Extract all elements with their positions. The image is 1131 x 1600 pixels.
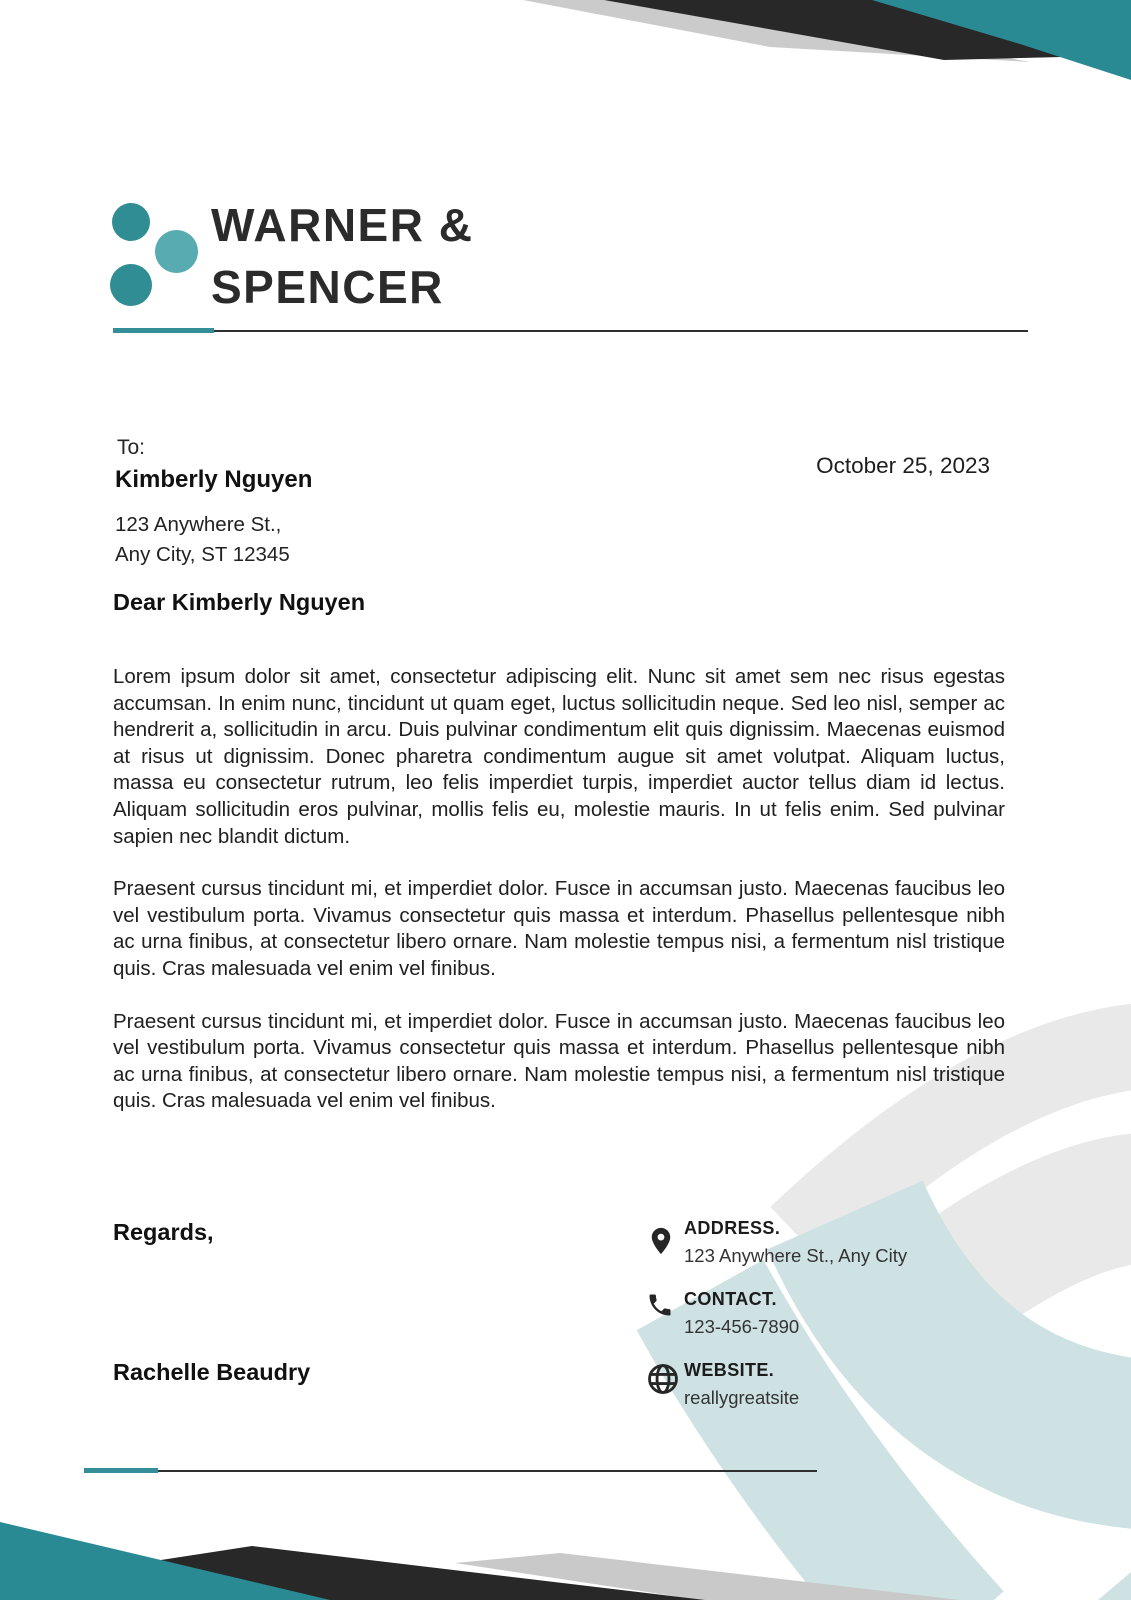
contact-value: 123-456-7890 (684, 1316, 800, 1337)
paragraph-1: Lorem ipsum dolor sit amet, consectetur adipiscing elit. Nunc sit amet sem nec risus egestas accumsan. In enim nunc, tincidunt ut quam eget, luctus sollicitudin neque. Sed leo nisl, semper ac hendrerit a, sollicitudin in arcu. Duis pulvinar condimentum elit quis dignissim. Maecenas euismod at risus ut dignissim. Donec pharetra condimentum augue sit amet volutpat. Aliquam luctus, massa eu consectetur rutrum, leo felis imperdiet turpis, imperdiet auctor tellus diam id lectus. Aliquam sollicitudin eros pulvinar, mollis felis eu, molestie mauris. In ut felis enim. Sed pulvinar sapien nec blandit dictum. (113, 665, 1005, 848)
greeting: Dear Kimberly Nguyen (113, 589, 366, 615)
address-value: 123 Anywhere St., Any City (684, 1245, 908, 1266)
footer-rule-accent (84, 1468, 158, 1473)
recipient-name: Kimberly Nguyen (115, 466, 313, 493)
contact-row-phone (646, 1289, 799, 1338)
letter-date: October 25, 2023 (816, 453, 990, 478)
contact-row-website (646, 1360, 799, 1409)
address-label: ADDRESS. (684, 1218, 781, 1238)
paragraph-2: Praesent cursus tincidunt mi, et imperdiet dolor. Fusce in accumsan justo. Maecenas faucibus leo vel vestibulum porta. Vivamus consectetur quis massa et interdum. Phasellus pellentesque nibh ac urna finibus, at consectetur libero ornare. Nam molestie tempus nisi, a fermentum nisl tristique quis. Cras malesuada vel enim vel finibus. (113, 877, 1005, 980)
company-name-line2: SPENCER (211, 261, 444, 313)
phone-icon (646, 1289, 684, 1324)
footer-rule (84, 1470, 817, 1472)
sender-name: Rachelle Beaudry (113, 1359, 311, 1385)
website-value: reallygreatsite (684, 1387, 800, 1408)
swoosh-corner-sliver (1098, 1572, 1131, 1600)
logo-circle-icon (110, 264, 152, 306)
recipient-address-line2: Any City, ST 12345 (115, 543, 290, 566)
location-pin-icon (646, 1218, 684, 1267)
header-rule (113, 330, 1028, 332)
logo-circle-icon (155, 230, 198, 273)
recipient-address-line1: 123 Anywhere St., (115, 513, 282, 536)
paragraph-3: Praesent cursus tincidunt mi, et imperdiet dolor. Fusce in accumsan justo. Maecenas faucibus leo vel vestibulum porta. Vivamus consectetur quis massa et interdum. Phasellus pellentesque nibh ac urna finibus, at consectetur libero ornare. Nam molestie tempus nisi, a fermentum nisl tristique quis. Cras malesuada vel enim vel finibus. (113, 1009, 1005, 1113)
company-name (211, 194, 473, 318)
closing-regards: Regards, (113, 1219, 214, 1245)
recipient-address (115, 510, 290, 570)
header-rule-accent (113, 328, 214, 333)
website-label: WEBSITE. (684, 1360, 775, 1380)
contact-row-address (646, 1218, 907, 1267)
letter-body (113, 664, 1005, 1141)
globe-icon (646, 1360, 684, 1401)
to-label: To: (117, 436, 146, 459)
company-name-line1: WARNER & (211, 199, 474, 251)
logo-circle-icon (112, 203, 150, 241)
contact-label: CONTACT. (684, 1289, 777, 1309)
